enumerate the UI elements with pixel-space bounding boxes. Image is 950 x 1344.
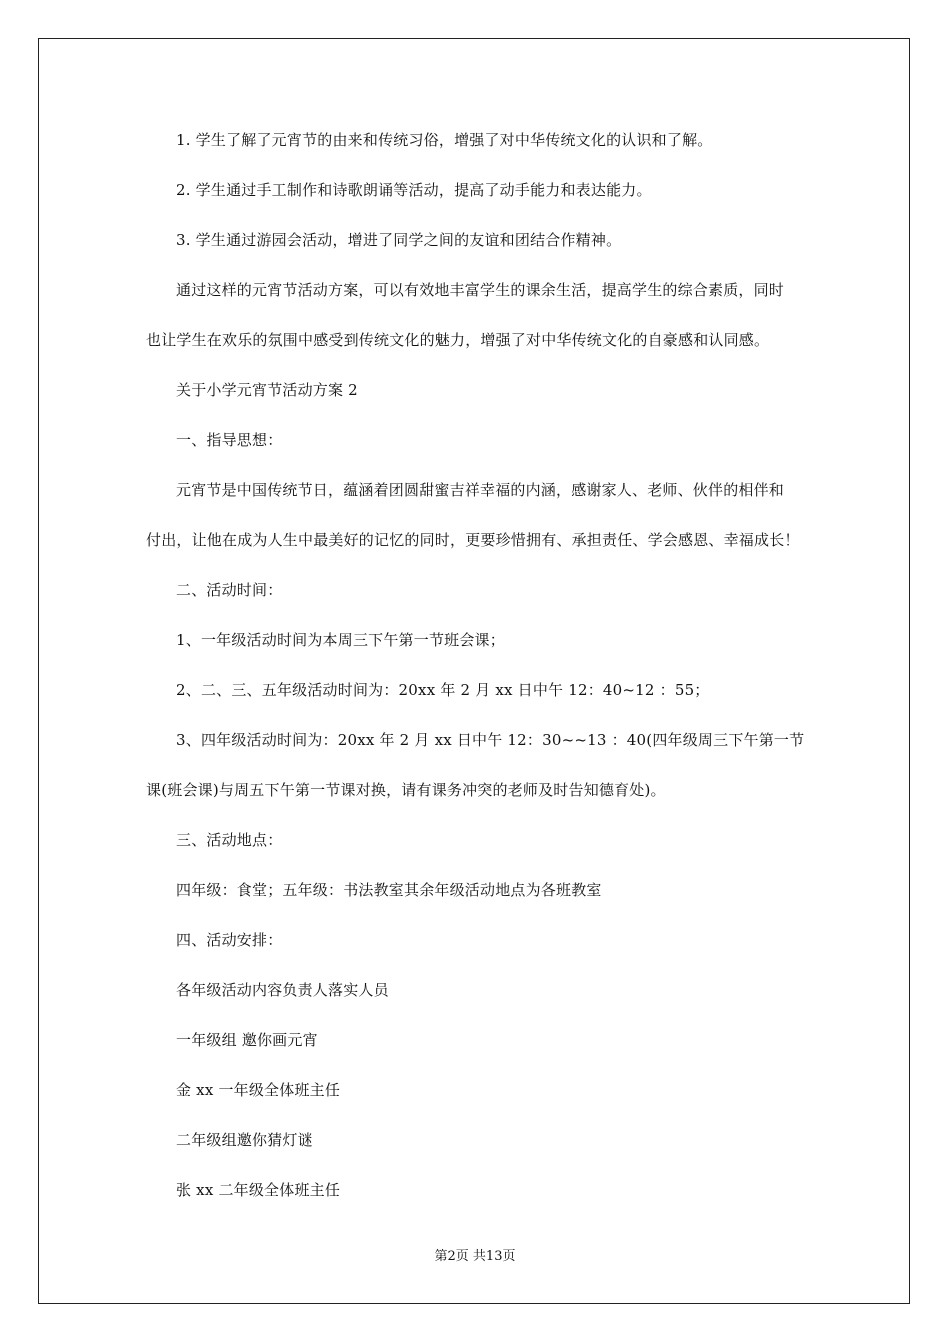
heading-guiding-thought: 一、指导思想： xyxy=(176,431,283,449)
heading-activity-location: 三、活动地点： xyxy=(176,831,283,849)
arrangement-grade-1: 一年级组 邀你画元宵 xyxy=(176,1031,318,1049)
paragraph-guiding-line-2: 付出，让他在成为人生中最美好的记忆的同时，更要珍惜拥有、承担责任、学会感恩、幸福成长！ xyxy=(146,531,800,549)
section-title-plan-2: 关于小学元宵节活动方案 2 xyxy=(176,381,358,399)
arrangement-grade-1-owner: 金 xx 一年级全体班主任 xyxy=(176,1081,341,1099)
paragraph-location: 四年级：食堂；五年级：书法教室其余年级活动地点为各班教室 xyxy=(176,881,602,899)
arrangement-grade-2: 二年级组邀你猜灯谜 xyxy=(176,1131,313,1149)
paragraph-summary-line-2: 也让学生在欢乐的氛围中感受到传统文化的魅力，增强了对中华传统文化的自豪感和认同感。 xyxy=(146,331,770,349)
arrangement-grade-2-owner: 张 xx 二年级全体班主任 xyxy=(176,1181,341,1199)
time-item-3-line-2: 课(班会课)与周五下午第一节课对换，请有课务冲突的老师及时告知德育处)。 xyxy=(146,781,666,799)
time-item-2: 2、二、三、五年级活动时间为：20xx 年 2 月 xx 日中午 12：40~12 ：55； xyxy=(176,681,710,699)
time-item-3-line-1: 3、四年级活动时间为：20xx 年 2 月 xx 日中午 12：30~~13 ：40(四年级周三下午第一节 xyxy=(176,731,805,749)
paragraph-outcome-1: 1. 学生了解了元宵节的由来和传统习俗，增强了对中华传统文化的认识和了解。 xyxy=(176,131,713,149)
heading-activity-time: 二、活动时间： xyxy=(176,581,283,599)
arrangement-header: 各年级活动内容负责人落实人员 xyxy=(176,981,389,999)
heading-activity-arrangement: 四、活动安排： xyxy=(176,931,283,949)
paragraph-summary-line-1: 通过这样的元宵节活动方案，可以有效地丰富学生的课余生活，提高学生的综合素质，同时 xyxy=(176,281,785,299)
paragraph-outcome-3: 3. 学生通过游园会活动，增进了同学之间的友谊和团结合作精神。 xyxy=(176,231,622,249)
time-item-1: 1、一年级活动时间为本周三下午第一节班会课； xyxy=(176,631,505,649)
paragraph-guiding-line-1: 元宵节是中国传统节日，蕴涵着团圆甜蜜吉祥幸福的内涵，感谢家人、老师、伙伴的相伴和 xyxy=(176,481,785,499)
page-number-footer: 第2页 共13页 xyxy=(434,1249,516,1264)
paragraph-outcome-2: 2. 学生通过手工制作和诗歌朗诵等活动，提高了动手能力和表达能力。 xyxy=(176,181,652,199)
page-border xyxy=(38,38,910,1304)
